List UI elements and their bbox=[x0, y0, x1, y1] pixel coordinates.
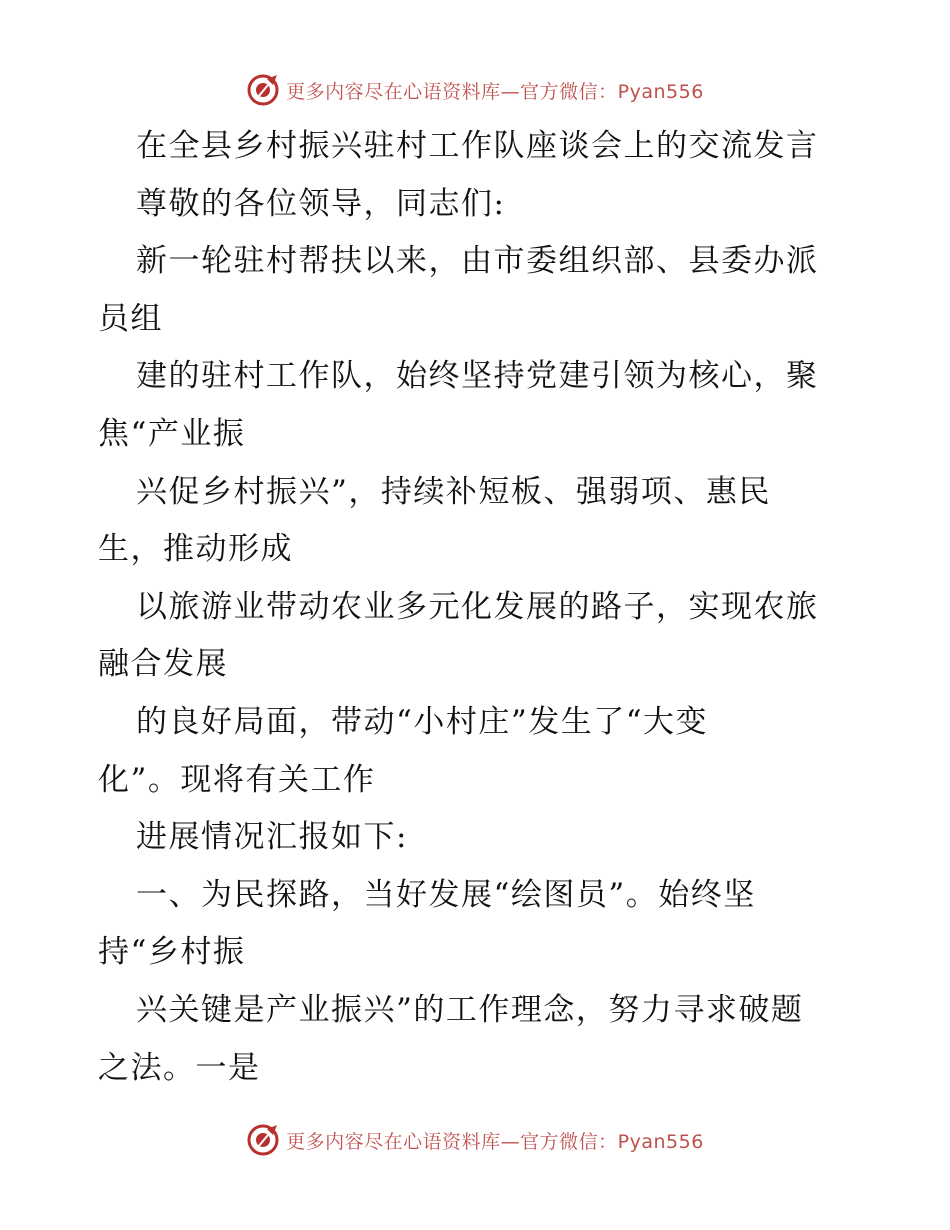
footer-banner-wechat: 官方微信：Pyan556 bbox=[520, 1130, 704, 1153]
paragraph-line: 建的驻村工作队，始终坚持党建引领为核心，聚 bbox=[136, 358, 819, 395]
paragraph-line: 之法。一是 bbox=[98, 1049, 261, 1086]
document-body bbox=[98, 118, 878, 1097]
pen-circle-logo-icon bbox=[246, 1123, 280, 1157]
paragraph-line: 持“乡村振 bbox=[98, 934, 246, 971]
header-banner bbox=[0, 68, 950, 112]
document-title: 在全县乡村振兴驻村工作队座谈会上的交流发言 bbox=[136, 128, 819, 164]
footer-banner-main: 更多内容尽在心语资料库 bbox=[286, 1130, 501, 1153]
paragraph-line: 新一轮驻村帮扶以来，由市委组织部、县委办派 bbox=[136, 243, 819, 280]
paragraph-line: 化”。现将有关工作 bbox=[98, 761, 376, 798]
paragraph-line: 兴促乡村振兴”，持续补短板、强弱项、惠民 bbox=[136, 473, 771, 510]
pen-circle-logo-icon bbox=[246, 73, 280, 107]
section-heading-line: 一、为民探路，当好发展“绘图员”。始终坚 bbox=[136, 876, 756, 913]
paragraph-line: 融合发展 bbox=[98, 646, 228, 683]
header-banner-main: 更多内容尽在心语资料库 bbox=[286, 80, 501, 103]
salutation: 尊敬的各位领导，同志们: bbox=[136, 185, 506, 222]
paragraph-line: 兴关键是产业振兴”的工作理念，努力寻求破题 bbox=[136, 991, 804, 1028]
paragraph-line: 以旅游业带动农业多元化发展的路子，实现农旅 bbox=[136, 588, 819, 625]
footer-banner-text bbox=[286, 1127, 704, 1154]
paragraph-line: 的良好局面，带动“小村庄”发生了“大变 bbox=[136, 703, 709, 740]
header-banner-wechat: 官方微信：Pyan556 bbox=[520, 80, 704, 103]
header-banner-separator: — bbox=[500, 80, 521, 103]
paragraph-line: 生，推动形成 bbox=[98, 531, 293, 568]
paragraph-line: 进展情况汇报如下: bbox=[136, 819, 408, 856]
paragraph-line: 焦“产业振 bbox=[98, 415, 246, 452]
paragraph-line: 员组 bbox=[98, 300, 163, 337]
footer-banner bbox=[0, 1118, 950, 1162]
header-banner-text bbox=[286, 77, 704, 104]
footer-banner-separator: — bbox=[500, 1130, 521, 1153]
